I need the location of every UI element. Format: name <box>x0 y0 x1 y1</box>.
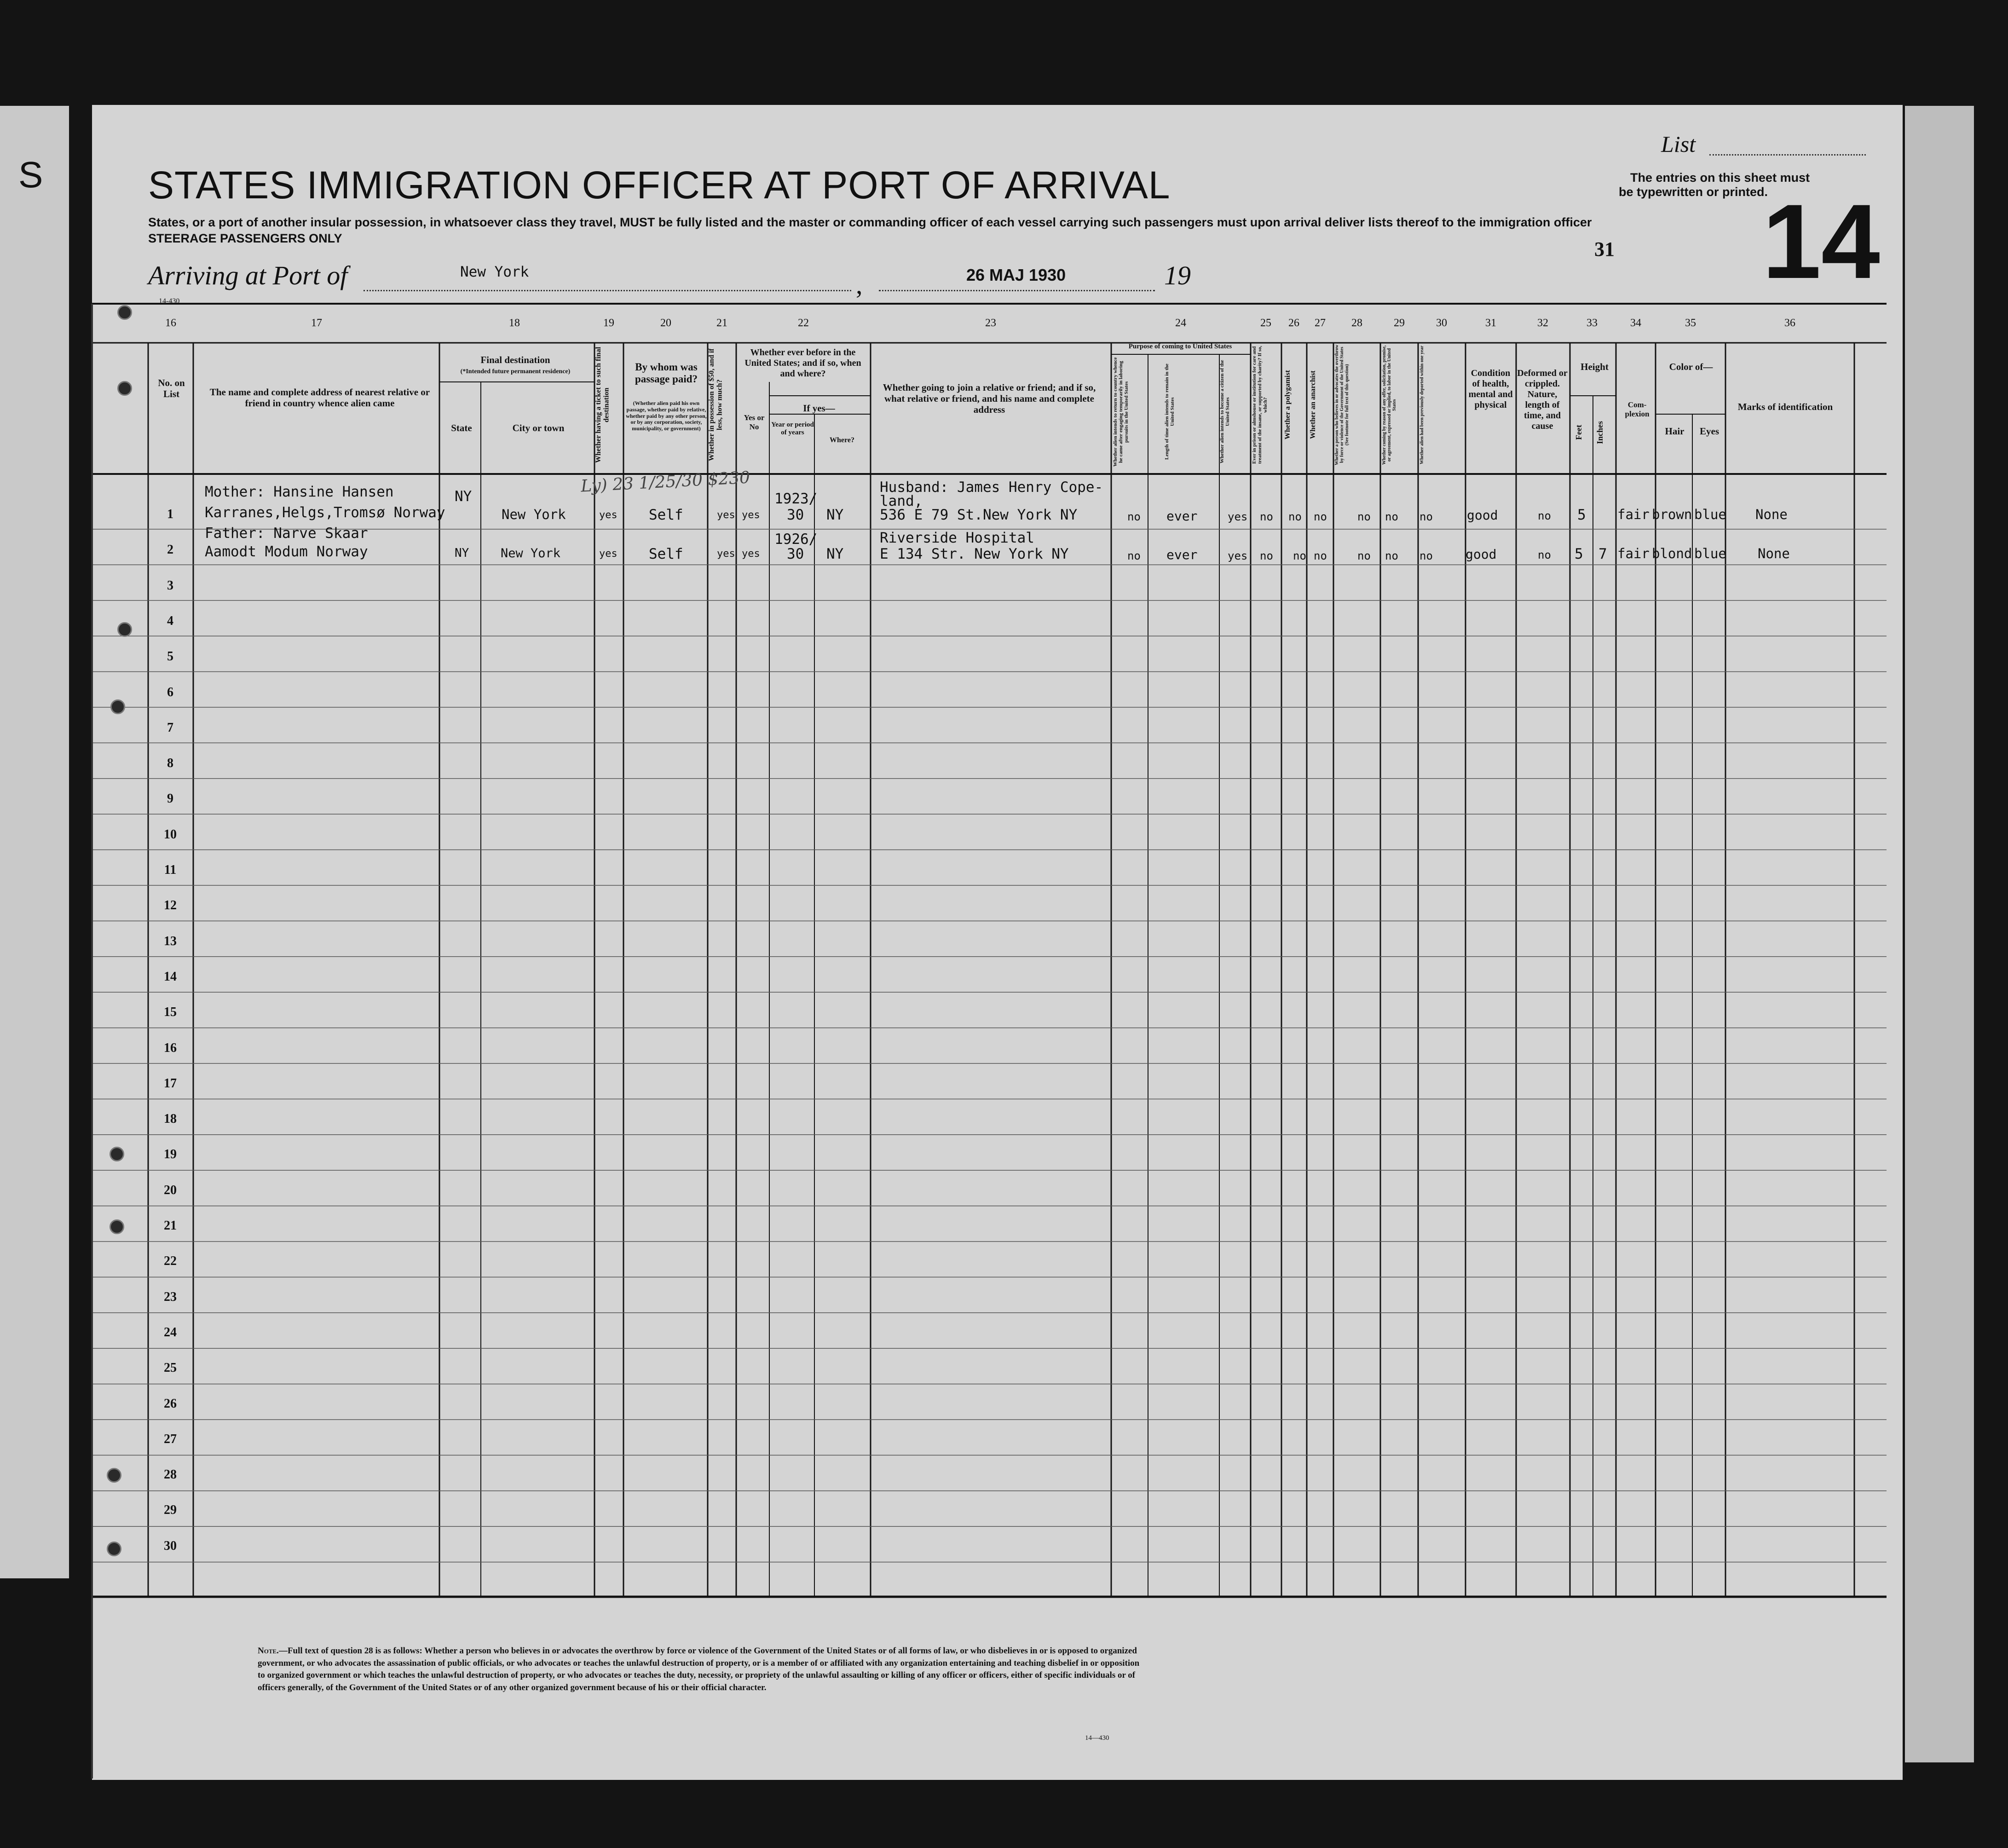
form-code-top: 14-430 <box>159 297 180 305</box>
entry-1-overthrow: no <box>1357 510 1371 523</box>
entry-2-feet: 5 <box>1575 546 1583 562</box>
entry-2-overthrow: no <box>1357 549 1371 562</box>
header-color-of: Color of— <box>1669 361 1713 372</box>
entry-2-relative-line2: Aamodt Modum Norway <box>205 543 368 560</box>
instruction-line-2: STEERAGE PASSENGERS ONLY <box>148 231 342 245</box>
row-number: 21 <box>164 1219 177 1233</box>
entry-1-health: good <box>1467 508 1498 523</box>
column-number: 28 <box>1351 317 1362 329</box>
header-labor-offer: Whether coming by reason of any offer, solicitation, promise, or agreement, expressed or implied, to labor in the United States <box>1382 345 1397 465</box>
entry-1-feet: 5 <box>1577 507 1586 523</box>
column-number: 36 <box>1784 317 1795 329</box>
entry-2-health: good <box>1466 547 1497 562</box>
entry-1-marks: None <box>1755 507 1788 522</box>
binder-hole <box>117 305 132 320</box>
column-number: 23 <box>985 317 996 329</box>
entry-1-anarchist: no <box>1314 510 1327 523</box>
column-number: 35 <box>1685 317 1696 329</box>
column-number: 30 <box>1436 317 1447 329</box>
entry-1-join-line3: 536 E 79 St.New York NY <box>880 507 1078 523</box>
entry-1-citizen: yes <box>1228 510 1248 523</box>
entry-2-paid-by: Self <box>649 546 683 562</box>
entry-1-join-line2: land, <box>880 493 923 509</box>
column-number: 25 <box>1260 317 1271 329</box>
binder-hole <box>110 1147 124 1161</box>
column-number: 31 <box>1485 317 1496 329</box>
row-number: 20 <box>164 1183 177 1197</box>
binder-hole <box>107 1542 121 1556</box>
row-number: 5 <box>167 649 173 664</box>
port-value: New York <box>460 264 529 280</box>
form-code-bottom: 14—430 <box>1085 1734 1109 1742</box>
entries-note-2: be typewritten or printed. <box>1619 185 1768 199</box>
column-number: 27 <box>1315 317 1326 329</box>
row-number: 14 <box>164 969 177 984</box>
year-prefix: 19 <box>1164 260 1191 290</box>
entry-1-hair: brown <box>1652 507 1692 522</box>
entry-1-eyes: blue <box>1694 507 1726 522</box>
entry-2-eyes: blue <box>1694 546 1726 561</box>
header-yes-no: Yes or No <box>744 413 765 431</box>
entry-2-city: New York <box>501 546 561 560</box>
date-stamp: 26 MAJ 1930 <box>966 266 1066 284</box>
entry-2-offer: no <box>1385 549 1398 562</box>
entry-2-deformed: no <box>1538 549 1551 561</box>
header-deported: Whether alien had been previously deported within one year <box>1419 346 1425 464</box>
header-return-temporary: Whether alien intends to return to country whence he came after engaging temporarily in laboring pursuits in the United States <box>1113 357 1130 467</box>
entry-1-before-period: 30 <box>787 507 804 523</box>
column-number: 33 <box>1587 317 1598 329</box>
header-no-on-list: No. on List <box>158 377 185 400</box>
entry-2-before-where: NY <box>826 546 844 562</box>
entry-1-before-where: NY <box>826 507 844 523</box>
row-number: 27 <box>164 1432 177 1446</box>
column-number: 20 <box>660 317 671 329</box>
header-length-stay: Length of time alien intends to remain in the United States <box>1164 364 1176 460</box>
arriving-label: Arriving at Port of <box>148 260 348 290</box>
column-number: 32 <box>1537 317 1548 329</box>
entry-1-paid-by: Self <box>649 507 683 523</box>
header-deformed: Deformed or crippled. Nature, length of time, and cause <box>1517 368 1568 431</box>
row-number: 17 <box>164 1076 177 1091</box>
header-fifty-dollars: Whether in possession of $50, and if less, how much? <box>708 348 724 462</box>
column-number: 19 <box>603 317 614 329</box>
entry-2-before-year: 1926/ <box>774 531 818 548</box>
entry-2-join-line3: E 134 Str. New York NY <box>880 546 1069 562</box>
entry-1-relative-line1: Mother: Hansine Hansen <box>205 484 394 500</box>
entry-1-fifty: yes <box>717 509 735 521</box>
binder-hole <box>110 699 125 714</box>
entry-2-marks: None <box>1758 546 1790 561</box>
header-where: Where? <box>830 436 854 444</box>
column-number: 26 <box>1288 317 1299 329</box>
header-prison: Ever in prison or almshouse or institution for care and treatment of the insane, or supported by charity? If so, which? <box>1252 346 1269 464</box>
row-number: 7 <box>167 720 173 735</box>
comma: , <box>856 270 863 300</box>
entry-1-prison: no <box>1260 510 1273 523</box>
prev-page-fragment: S <box>18 154 43 195</box>
entry-2-hair: blond <box>1652 546 1692 561</box>
row-number: 29 <box>164 1503 177 1518</box>
footnote <box>258 1645 1141 1694</box>
column-number: 18 <box>509 317 520 329</box>
row-number: 4 <box>167 613 173 628</box>
row-number: 1 <box>167 507 173 521</box>
page-number-stamp: 14 <box>1762 182 1880 300</box>
row-number: 18 <box>164 1112 177 1126</box>
entry-2-return-temp: no <box>1127 549 1141 562</box>
header-ticket: Whether having a ticket to such final destination <box>594 346 611 463</box>
entry-1-deported: no <box>1419 510 1433 523</box>
entry-2-prison: no <box>1260 549 1273 562</box>
row-number: 6 <box>167 685 173 699</box>
row-number: 13 <box>164 934 177 948</box>
row-number: 10 <box>164 827 177 842</box>
entry-2-anarchist: no <box>1314 549 1327 562</box>
header-final-destination: Final destination <box>480 354 550 365</box>
entry-1-before-yesno: yes <box>742 509 760 521</box>
header-polygamist: Whether a polygamist <box>1284 370 1292 440</box>
column-number: 16 <box>165 317 176 329</box>
entry-1-return-temp: no <box>1127 510 1141 523</box>
row-number: 12 <box>164 898 177 913</box>
row-number: 9 <box>167 791 173 806</box>
row-number: 3 <box>167 578 173 593</box>
list-label: List <box>1661 131 1696 157</box>
entry-2-before-period: 30 <box>787 546 804 562</box>
entry-2-complexion: fair <box>1617 546 1650 561</box>
row-number: 28 <box>164 1467 177 1482</box>
header-join-relative: Whether going to join a relative or friend; and if so, what relative or friend, and his name and complete address <box>883 382 1096 416</box>
entry-1-deformed: no <box>1538 509 1551 522</box>
header-passage-paid: By whom was passage paid? <box>635 361 698 385</box>
binder-hole <box>117 381 132 396</box>
binder-hole <box>110 1219 124 1234</box>
row-number: 23 <box>164 1289 177 1304</box>
footnote-text: —Full text of question 28 is as follows: Whether a person who believes in or advocates the overthrow by force or violence of the Government of the United States or of all forms of law, or who disbelieves in or is opposed to organized government, or who advocates the assassination of public officials, or who advocates or teaches the unlawful destruction of property, or is a member of or affiliated with any organization entertaining and teaching disbelief in or opposition to organized government or which teaches the unlawful destruction of property, or who advocates or teaches the duty, necessity, or propriety of the unlawful assaulting or killing of any officer or officers, either of specific individuals or of officers generally, of the Government of the United States or of any other organized government because of his or their official character. <box>258 1646 1140 1692</box>
header-if-yes: If yes— <box>803 403 835 414</box>
entry-2-citizen: yes <box>1228 549 1248 562</box>
column-number: 29 <box>1394 317 1405 329</box>
entry-2-state: NY <box>455 546 469 560</box>
handwritten-annotation: Ly) 23 1/25/30 $230 <box>580 468 750 496</box>
entry-2-relative-line1: Father: Narve Skaar <box>205 525 368 542</box>
entry-1-length-stay: ever <box>1166 508 1198 524</box>
entry-2-before-yesno: yes <box>742 548 760 560</box>
column-number: 21 <box>716 317 727 329</box>
footnote-label: Note. <box>258 1646 279 1656</box>
row-number: 26 <box>164 1396 177 1411</box>
instruction-line-1: States, or a port of another insular possession, in whatsoever class they travel, MUST be fully listed and the master or commanding officer of each vessel carrying such passengers must upon arrival deliver lists thereof to the immigration officer <box>148 215 1592 229</box>
entry-1-join-line1: Husband: James Henry Cope- <box>880 479 1103 496</box>
row-number: 30 <box>164 1538 177 1553</box>
header-become-citizen: Whether alien intends to become a citizen of the United States <box>1219 360 1231 464</box>
entry-1-complexion: fair <box>1617 507 1650 522</box>
header-overthrow: Whether a person who believes in or advocates the overthrow by force or violence of the Government of the United States (See footnote for full text of this question) <box>1334 345 1350 465</box>
header-hair: Hair <box>1665 426 1685 437</box>
entry-1-before-year: 1923/ <box>774 491 818 507</box>
row-number: 25 <box>164 1361 177 1375</box>
entry-1-state: NY <box>455 488 472 505</box>
header-year-period: Year or period of years <box>771 421 814 437</box>
header-health: Condition of health, mental and physical <box>1468 368 1513 410</box>
entries-note-1: The entries on this sheet must <box>1630 171 1810 185</box>
binder-hole <box>107 1468 121 1483</box>
row-number: 24 <box>164 1325 177 1340</box>
entry-1-city: New York <box>502 507 566 522</box>
row-number: 11 <box>164 863 177 877</box>
header-feet: Feet <box>1574 425 1583 440</box>
page-title: STATES IMMIGRATION OFFICER AT PORT OF ARRIVAL <box>148 163 1171 207</box>
row-number: 8 <box>167 756 173 771</box>
entry-2-fifty: yes <box>717 548 735 560</box>
header-eyes: Eyes <box>1700 426 1719 437</box>
entry-2-polygamist: no <box>1293 549 1306 562</box>
row-number: 16 <box>164 1040 177 1055</box>
header-passage-paid-sub: (Whether alien paid his own passage, whether paid by relative, whether paid by any other person, or by any corporation, society, municipality, or government) <box>626 400 707 432</box>
header-ever-before: Whether ever before in the United States; and if so, when and where? <box>744 347 861 379</box>
row-number: 22 <box>164 1254 177 1269</box>
entry-1-offer: no <box>1385 510 1398 523</box>
page-number-small: 31 <box>1594 238 1615 260</box>
column-number: 22 <box>798 317 809 329</box>
header-height: Height <box>1581 361 1609 372</box>
header-marks: Marks of identification <box>1737 401 1833 412</box>
column-number: 24 <box>1175 317 1186 329</box>
binder-hole <box>117 622 132 637</box>
row-number: 2 <box>167 543 173 557</box>
row-number: 19 <box>164 1147 177 1162</box>
entry-2-ticket: yes <box>599 548 617 560</box>
row-number: 15 <box>164 1005 177 1020</box>
header-purpose: Purpose of coming to United States <box>1128 343 1232 350</box>
entry-2-length-stay: ever <box>1166 547 1198 562</box>
header-complexion: Com-plexion <box>1625 400 1650 418</box>
entry-2-join-line1: Riverside Hospital <box>880 530 1034 546</box>
header-city: City or town <box>512 422 565 433</box>
column-number: 17 <box>311 317 322 329</box>
entry-2-deported: no <box>1419 549 1433 562</box>
header-inches: Inches <box>1595 421 1604 445</box>
entry-2-inches: 7 <box>1598 546 1607 562</box>
header-anarchist: Whether an anarchist <box>1309 370 1317 439</box>
entry-1-polygamist: no <box>1288 510 1302 523</box>
header-nearest-relative: The name and complete address of nearest relative or friend in country whence alien came <box>209 387 430 409</box>
entry-1-relative-line2: Karranes,Helgs,Tromsø Norway <box>205 504 445 521</box>
column-number: 34 <box>1630 317 1641 329</box>
header-final-destination-sub: (*Intended future permanent residence) <box>460 368 571 375</box>
header-state: State <box>451 422 472 433</box>
entry-1-ticket: yes <box>599 509 617 521</box>
